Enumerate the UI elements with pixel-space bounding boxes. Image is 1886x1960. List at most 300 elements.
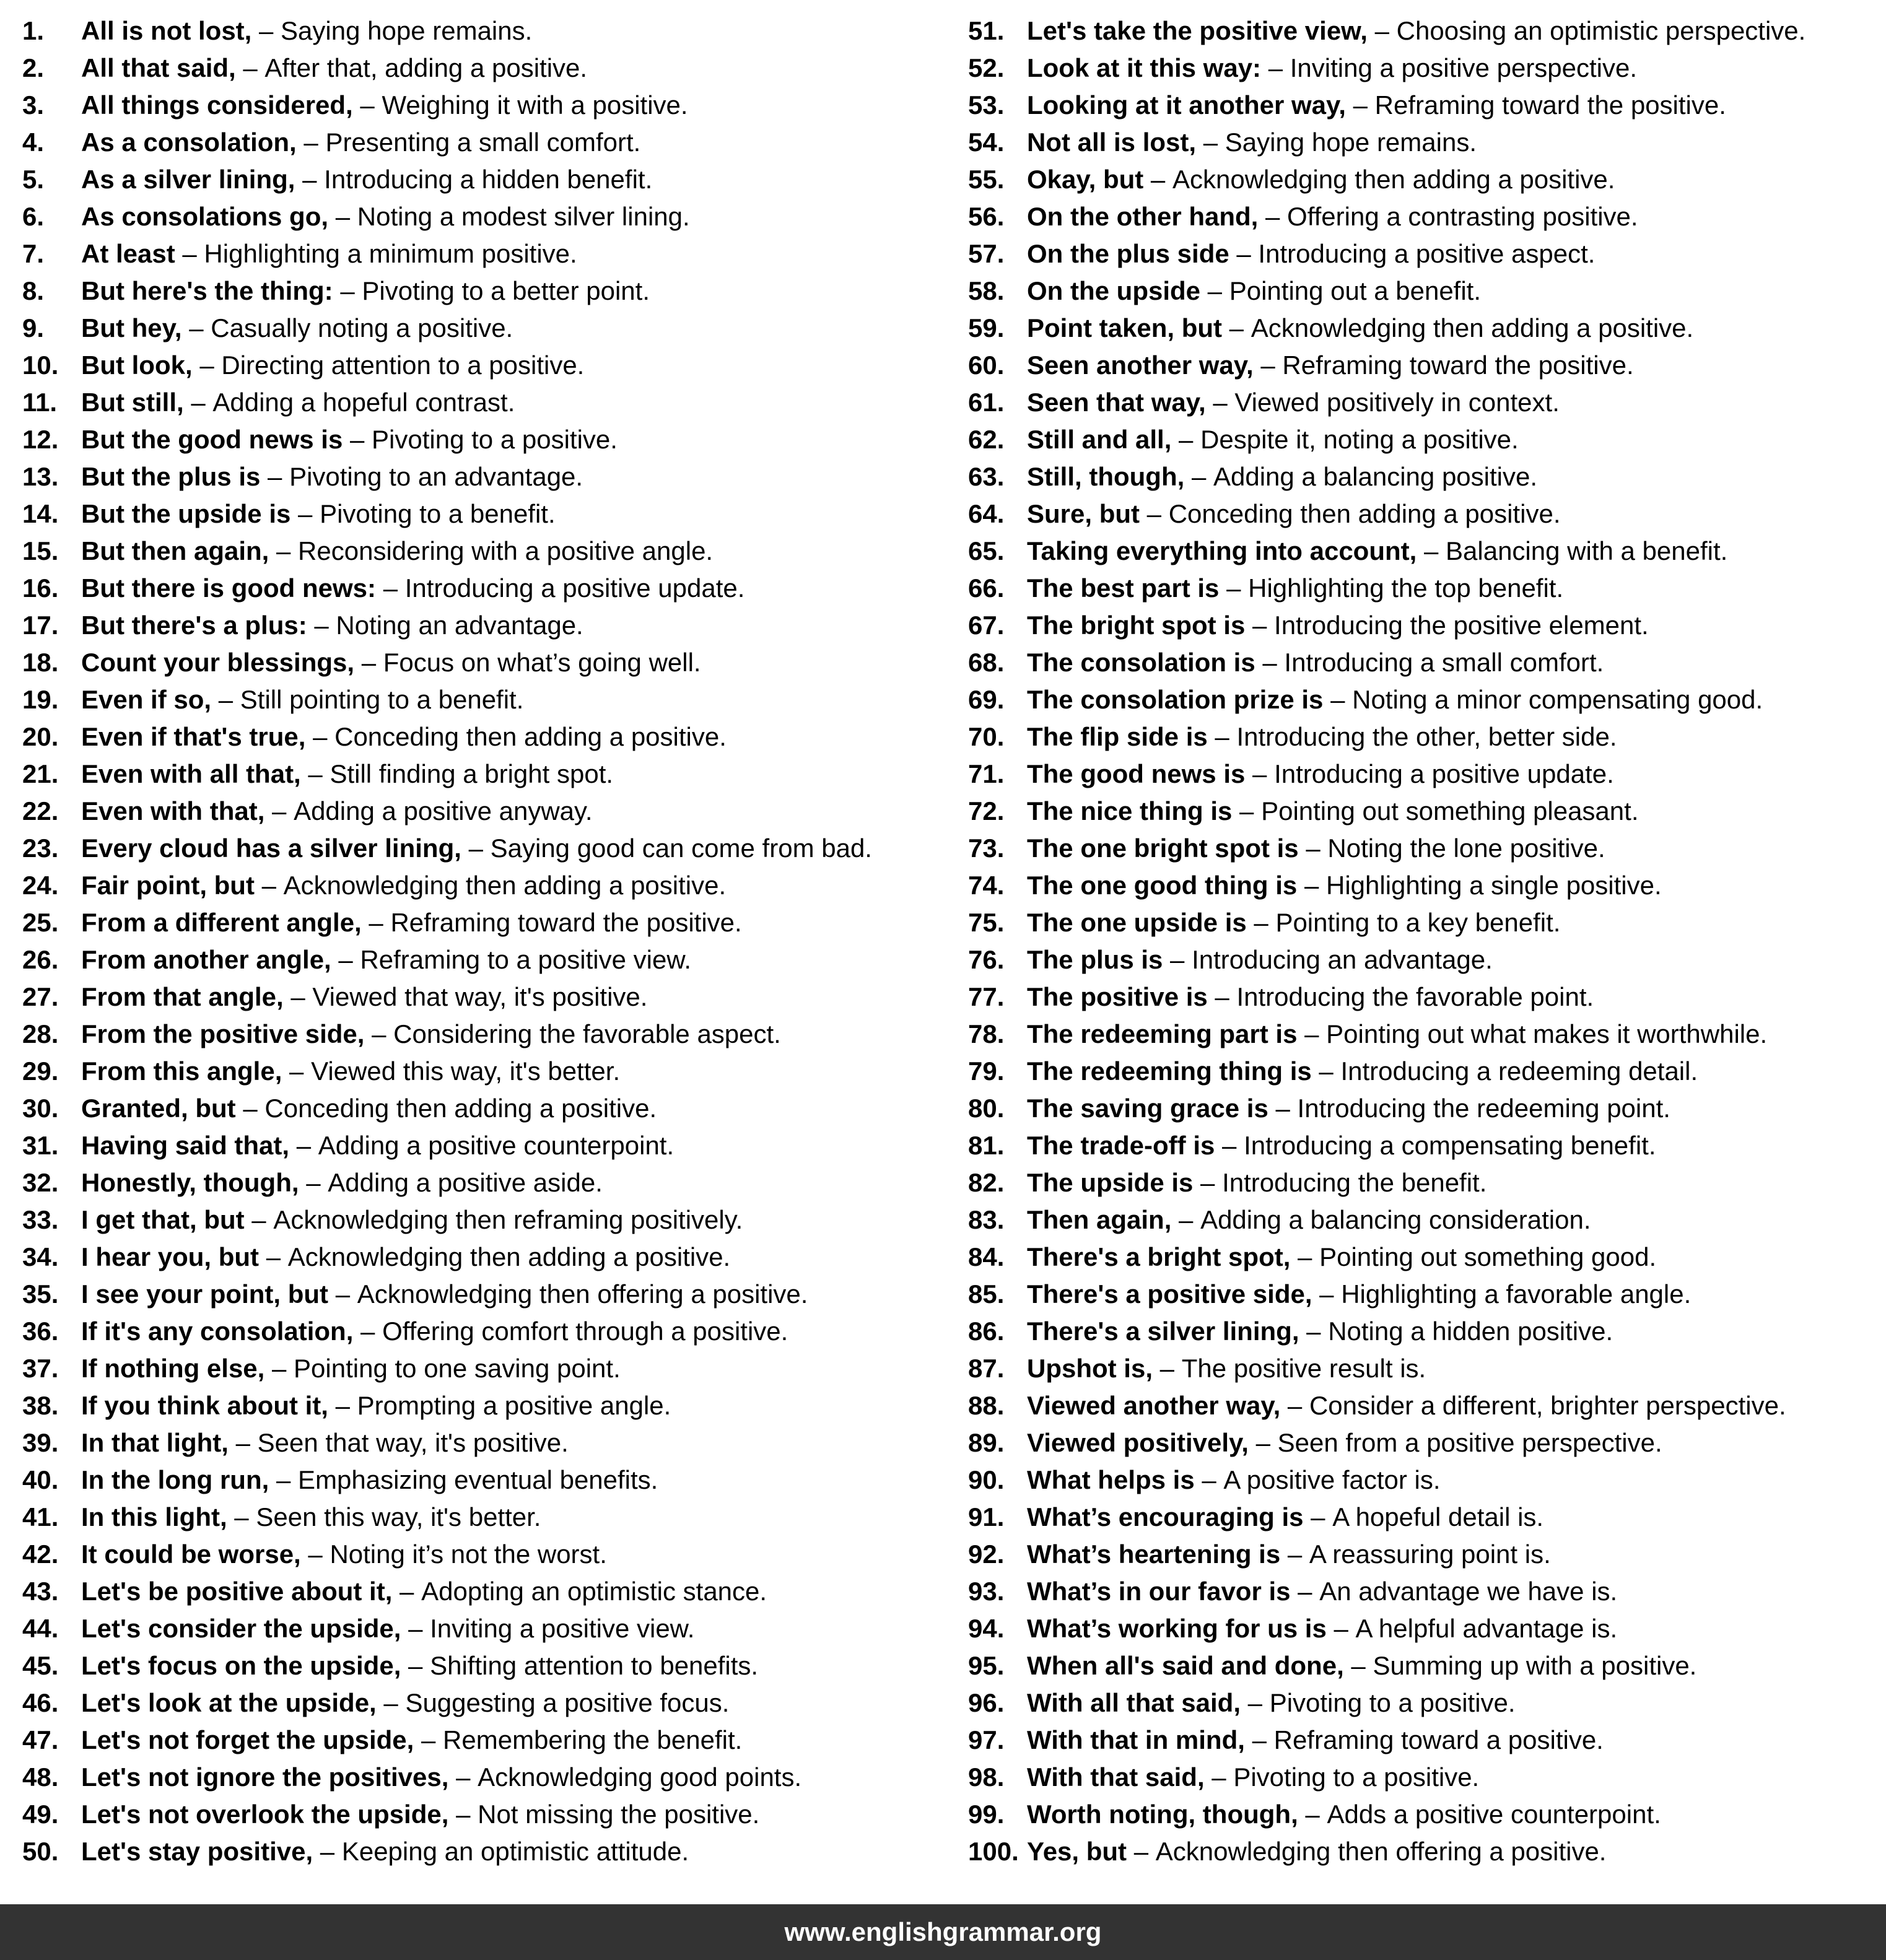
item-number: 24. [22, 871, 59, 900]
item-description: Noting the lone positive. [1327, 834, 1605, 863]
item-number: 48. [22, 1762, 59, 1792]
list-item [22, 272, 964, 310]
item-separator: – [269, 536, 299, 565]
item-description: Offering a contrasting positive. [1287, 202, 1638, 231]
item-description: Balancing with a benefit. [1446, 536, 1728, 565]
item-number: 34. [22, 1242, 59, 1271]
list-item [968, 161, 1886, 198]
item-description: Prompting a positive angle. [357, 1391, 671, 1420]
item-phrase: I hear you, but [81, 1242, 260, 1271]
list-item [968, 1461, 1886, 1499]
item-separator: – [305, 722, 335, 751]
item-description: Presenting a small comfort. [325, 128, 641, 157]
item-number: 76. [968, 945, 1005, 974]
phrase-list [0, 12, 1886, 1870]
item-number: 6. [22, 202, 45, 231]
item-description: Introducing the redeeming point. [1297, 1094, 1670, 1123]
item-number: 81. [968, 1131, 1005, 1160]
item-phrase: Let's consider the upside, [81, 1614, 401, 1643]
item-description: Summing up with a positive. [1373, 1651, 1697, 1680]
item-separator: – [1219, 573, 1249, 603]
item-number: 66. [968, 573, 1005, 603]
item-number: 33. [22, 1205, 59, 1234]
item-separator: – [1312, 1279, 1342, 1309]
list-item [22, 1722, 964, 1759]
item-separator: – [1298, 834, 1328, 863]
item-phrase: What’s working for us is [1027, 1614, 1327, 1643]
item-separator: – [227, 1502, 256, 1531]
list-item [22, 533, 964, 570]
item-phrase: But the good news is [81, 425, 343, 454]
item-number: 35. [22, 1279, 59, 1309]
list-item [22, 1573, 964, 1610]
list-item [968, 1499, 1886, 1536]
item-separator: – [392, 1577, 422, 1606]
list-item [22, 124, 964, 161]
item-phrase: The best part is [1027, 573, 1220, 603]
item-description: Pointing out what makes it worthwhile. [1326, 1019, 1768, 1048]
item-phrase: In this light, [81, 1502, 227, 1531]
item-phrase: The flip side is [1027, 722, 1208, 751]
item-phrase: When all's said and done, [1027, 1651, 1344, 1680]
item-description: Adding a positive aside. [328, 1168, 603, 1197]
item-number: 93. [968, 1577, 1005, 1606]
item-description: Introducing the favorable point. [1236, 982, 1594, 1011]
list-item [968, 1684, 1886, 1722]
item-separator: – [282, 1056, 312, 1086]
item-number: 47. [22, 1725, 59, 1754]
item-description: Introducing a positive update. [1274, 759, 1614, 788]
item-description: Adding a balancing consideration. [1200, 1205, 1591, 1234]
list-item [22, 1090, 964, 1127]
item-description: Reframing toward the positive. [1282, 351, 1634, 380]
item-separator: – [1205, 388, 1235, 417]
item-separator: – [1194, 1465, 1224, 1494]
item-phrase: In the long run, [81, 1465, 269, 1494]
item-description: Highlighting a minimum positive. [204, 239, 577, 268]
item-number: 68. [968, 648, 1005, 677]
item-description: Adopting an optimistic stance. [421, 1577, 767, 1606]
list-item [22, 50, 964, 87]
list-item [968, 756, 1886, 793]
item-description: Still pointing to a benefit. [240, 685, 524, 714]
item-number: 20. [22, 722, 59, 751]
item-phrase: Let's take the positive view, [1027, 16, 1368, 45]
item-description: Adding a positive anyway. [294, 796, 593, 825]
list-item [968, 867, 1886, 904]
item-phrase: Still and all, [1027, 425, 1172, 454]
item-separator: – [1299, 1317, 1329, 1346]
item-number: 85. [968, 1279, 1005, 1309]
item-description: Keeping an optimistic attitude. [341, 1837, 689, 1866]
list-item [22, 644, 964, 681]
item-separator: – [235, 1094, 265, 1123]
item-phrase: But here's the thing: [81, 276, 333, 305]
item-number: 11. [22, 388, 58, 417]
item-number: 44. [22, 1614, 59, 1643]
list-item [22, 830, 964, 867]
item-separator: – [376, 573, 405, 603]
item-separator: – [333, 276, 362, 305]
footer-bar [0, 1904, 1886, 1960]
item-phrase: Sure, but [1027, 499, 1140, 528]
item-description: Introducing an advantage. [1192, 945, 1493, 974]
item-separator: – [1184, 462, 1213, 491]
list-item [22, 1053, 964, 1090]
list-item [22, 384, 964, 421]
item-description: Seen from a positive perspective. [1277, 1428, 1662, 1457]
item-number: 62. [968, 425, 1005, 454]
list-item [968, 941, 1886, 978]
item-separator: – [1280, 1391, 1309, 1420]
list-item [968, 1610, 1886, 1647]
item-description: Conceding then adding a positive. [1168, 499, 1561, 528]
item-number: 100. [968, 1837, 1019, 1866]
item-description: Pointing out a benefit. [1229, 276, 1482, 305]
item-separator: – [1326, 1614, 1356, 1643]
item-separator: – [228, 1428, 258, 1457]
item-separator: – [1204, 1762, 1234, 1792]
item-phrase: From another angle, [81, 945, 331, 974]
item-separator: – [1163, 945, 1192, 974]
item-description: Adding a hopeful contrast. [212, 388, 515, 417]
item-phrase: What’s heartening is [1027, 1540, 1281, 1569]
item-phrase: The redeeming part is [1027, 1019, 1298, 1048]
item-description: Reframing toward a positive. [1273, 1725, 1604, 1754]
item-description: A helpful advantage is. [1355, 1614, 1618, 1643]
item-description: Saying hope remains. [281, 16, 533, 45]
item-phrase: All that said, [81, 53, 236, 82]
item-description: Pivoting to a positive. [1233, 1762, 1480, 1792]
item-number: 32. [22, 1168, 59, 1197]
list-item [22, 235, 964, 272]
item-phrase: If nothing else, [81, 1354, 265, 1383]
item-description: Introducing a positive update. [404, 573, 745, 603]
item-separator: – [1240, 1688, 1270, 1717]
list-item [22, 1201, 964, 1239]
list-item [968, 1276, 1886, 1313]
list-item [22, 12, 964, 50]
item-phrase: Even if so, [81, 685, 212, 714]
list-item [968, 310, 1886, 347]
list-item [968, 904, 1886, 941]
list-item [22, 1759, 964, 1796]
item-number: 92. [968, 1540, 1005, 1569]
item-number: 15. [22, 536, 59, 565]
item-phrase: Let's be positive about it, [81, 1577, 393, 1606]
item-separator: – [1232, 796, 1262, 825]
item-description: Saying hope remains. [1225, 128, 1477, 157]
item-description: Pointing out something pleasant. [1261, 796, 1639, 825]
item-phrase: The consolation prize is [1027, 685, 1324, 714]
item-number: 22. [22, 796, 59, 825]
item-separator: – [1297, 871, 1326, 900]
list-item [968, 1164, 1886, 1201]
item-description: Pivoting to a positive. [1269, 1688, 1516, 1717]
item-number: 65. [968, 536, 1005, 565]
item-phrase: But hey, [81, 313, 182, 342]
item-description: Shifting attention to benefits. [430, 1651, 759, 1680]
list-item [968, 718, 1886, 756]
list-item [22, 941, 964, 978]
right-column [968, 12, 1886, 1870]
list-item [968, 495, 1886, 533]
item-phrase: I see your point, but [81, 1279, 329, 1309]
item-description: Noting a minor compensating good. [1352, 685, 1763, 714]
item-description: Weighing it with a positive. [382, 90, 688, 120]
item-description: Adding a balancing positive. [1213, 462, 1538, 491]
item-number: 9. [22, 313, 45, 342]
item-description: Not missing the positive. [478, 1800, 760, 1829]
item-phrase: From that angle, [81, 982, 284, 1011]
item-number: 88. [968, 1391, 1005, 1420]
item-description: Saying good can come from bad. [490, 834, 872, 863]
item-separator: – [328, 1391, 357, 1420]
item-number: 87. [968, 1354, 1005, 1383]
item-number: 23. [22, 834, 59, 863]
item-number: 72. [968, 796, 1005, 825]
item-number: 7. [22, 239, 45, 268]
item-number: 77. [968, 982, 1005, 1011]
item-phrase: Even with that, [81, 796, 265, 825]
item-number: 30. [22, 1094, 59, 1123]
list-item [968, 1573, 1886, 1610]
item-separator: – [259, 1242, 288, 1271]
item-phrase: It could be worse, [81, 1540, 301, 1569]
item-number: 73. [968, 834, 1005, 863]
item-separator: – [401, 1651, 430, 1680]
item-separator: – [1245, 759, 1275, 788]
item-separator: – [235, 53, 265, 82]
item-separator: – [461, 834, 491, 863]
item-phrase: The consolation is [1027, 648, 1255, 677]
item-separator: – [1244, 1725, 1274, 1754]
item-separator: – [354, 648, 383, 677]
item-number: 67. [968, 611, 1005, 640]
item-phrase: On the upside [1027, 276, 1201, 305]
list-item [22, 607, 964, 644]
list-item [968, 978, 1886, 1016]
item-separator: – [1255, 648, 1285, 677]
item-phrase: Let's focus on the upside, [81, 1651, 401, 1680]
list-item [22, 1127, 964, 1164]
item-number: 69. [968, 685, 1005, 714]
item-phrase: There's a bright spot, [1027, 1242, 1291, 1271]
item-phrase: If it's any consolation, [81, 1317, 354, 1346]
list-item [968, 830, 1886, 867]
item-description: Directing attention to a positive. [221, 351, 585, 380]
item-number: 55. [968, 165, 1005, 194]
item-number: 75. [968, 908, 1005, 937]
item-phrase: Seen another way, [1027, 351, 1254, 380]
item-description: Highlighting a single positive. [1326, 871, 1662, 900]
list-item [968, 607, 1886, 644]
item-description: Conceding then adding a positive. [334, 722, 727, 751]
item-number: 4. [22, 128, 45, 157]
item-description: Reconsidering with a positive angle. [298, 536, 714, 565]
item-number: 25. [22, 908, 59, 937]
item-phrase: From this angle, [81, 1056, 282, 1086]
item-description: Acknowledging then offering a positive. [1155, 1837, 1607, 1866]
item-separator: – [1298, 1800, 1327, 1829]
item-separator: – [1268, 1094, 1298, 1123]
item-separator: – [364, 1019, 394, 1048]
item-phrase: Then again, [1027, 1205, 1172, 1234]
item-description: Inviting a positive perspective. [1290, 53, 1638, 82]
item-number: 58. [968, 276, 1005, 305]
item-separator: – [183, 388, 213, 417]
item-description: Acknowledging then adding a positive. [283, 871, 727, 900]
item-description: Viewed this way, it's better. [311, 1056, 621, 1086]
item-number: 29. [22, 1056, 59, 1086]
item-description: Viewed positively in context. [1234, 388, 1560, 417]
list-item [22, 1833, 964, 1870]
item-number: 17. [22, 611, 59, 640]
item-description: Focus on what’s going well. [383, 648, 701, 677]
item-separator: – [1143, 165, 1172, 194]
item-separator: – [328, 202, 357, 231]
item-description: Introducing the benefit. [1222, 1168, 1487, 1197]
item-separator: – [1290, 1242, 1320, 1271]
item-number: 74. [968, 871, 1005, 900]
item-separator: – [300, 1540, 330, 1569]
item-separator: – [289, 1131, 318, 1160]
list-item [968, 644, 1886, 681]
item-description: Still finding a bright spot. [330, 759, 614, 788]
item-separator: – [251, 16, 281, 45]
item-number: 99. [968, 1800, 1005, 1829]
item-description: Noting a hidden positive. [1328, 1317, 1613, 1346]
list-item [22, 347, 964, 384]
item-number: 50. [22, 1837, 59, 1866]
item-separator: – [1303, 1502, 1333, 1531]
footer-url[interactable]: www.englishgrammar.org [784, 1917, 1102, 1946]
item-separator: – [1193, 1168, 1223, 1197]
list-item [22, 1796, 964, 1833]
item-separator: – [1229, 239, 1259, 268]
list-item [22, 793, 964, 830]
list-item [968, 1722, 1886, 1759]
item-number: 27. [22, 982, 59, 1011]
item-number: 39. [22, 1428, 59, 1457]
item-phrase: Honestly, though, [81, 1168, 299, 1197]
item-description: Seen that way, it's positive. [257, 1428, 569, 1457]
item-phrase: Even if that's true, [81, 722, 306, 751]
item-number: 10. [22, 351, 59, 380]
list-item [22, 1610, 964, 1647]
item-separator: – [448, 1762, 478, 1792]
item-number: 12. [22, 425, 59, 454]
list-item [968, 1016, 1886, 1053]
item-description: Reframing to a positive view. [360, 945, 691, 974]
item-number: 96. [968, 1688, 1005, 1717]
item-number: 89. [968, 1428, 1005, 1457]
item-separator: – [264, 796, 294, 825]
list-item [22, 1239, 964, 1276]
item-phrase: With that said, [1027, 1762, 1205, 1792]
list-item [968, 1127, 1886, 1164]
item-description: Inviting a positive view. [430, 1614, 695, 1643]
item-number: 21. [22, 759, 59, 788]
list-item [22, 1499, 964, 1536]
item-separator: – [1215, 1131, 1244, 1160]
item-description: Introducing a hidden benefit. [324, 165, 653, 194]
item-description: Pivoting to a better point. [362, 276, 650, 305]
item-description: Conceding then adding a positive. [264, 1094, 657, 1123]
item-description: Introducing the positive element. [1274, 611, 1649, 640]
item-phrase: As consolations go, [81, 202, 329, 231]
item-phrase: But the upside is [81, 499, 291, 528]
list-item [968, 1239, 1886, 1276]
item-phrase: Looking at it another way, [1027, 90, 1346, 120]
item-separator: – [1261, 53, 1290, 82]
list-item [22, 867, 964, 904]
item-separator: – [175, 239, 204, 268]
list-item [968, 50, 1886, 87]
list-item [968, 1090, 1886, 1127]
item-separator: – [211, 685, 240, 714]
item-phrase: The positive is [1027, 982, 1208, 1011]
item-separator: – [1258, 202, 1288, 231]
item-separator: – [192, 351, 222, 380]
item-number: 2. [22, 53, 45, 82]
item-separator: – [1253, 351, 1283, 380]
item-separator: – [1207, 982, 1237, 1011]
list-item [968, 198, 1886, 235]
item-phrase: What’s encouraging is [1027, 1502, 1304, 1531]
item-phrase: Okay, but [1027, 165, 1144, 194]
item-separator: – [1207, 722, 1237, 751]
item-description: Highlighting the top benefit. [1248, 573, 1564, 603]
list-item [22, 1424, 964, 1461]
item-description: Introducing a compensating benefit. [1244, 1131, 1656, 1160]
item-phrase: Viewed positively, [1027, 1428, 1249, 1457]
item-description: The positive result is. [1181, 1354, 1426, 1383]
item-number: 86. [968, 1317, 1005, 1346]
item-phrase: There's a silver lining, [1027, 1317, 1299, 1346]
item-description: Adds a positive counterpoint. [1327, 1800, 1661, 1829]
item-description: Remembering the benefit. [443, 1725, 743, 1754]
item-separator: – [414, 1725, 443, 1754]
item-number: 45. [22, 1651, 59, 1680]
item-description: Acknowledging then offering a positive. [357, 1279, 808, 1309]
item-separator: – [1280, 1540, 1309, 1569]
list-item [968, 1833, 1886, 1870]
item-phrase: Taking everything into account, [1027, 536, 1417, 565]
item-description: Reframing toward the positive. [390, 908, 742, 937]
item-description: Noting it’s not the worst. [330, 1540, 607, 1569]
list-item [968, 235, 1886, 272]
list-item [22, 1536, 964, 1573]
list-item [22, 1387, 964, 1424]
item-description: Introducing a small comfort. [1284, 648, 1604, 677]
list-item [22, 421, 964, 458]
list-item [968, 681, 1886, 718]
item-phrase: Granted, but [81, 1094, 236, 1123]
item-description: Pointing to a key benefit. [1275, 908, 1561, 937]
item-description: Noting a modest silver lining. [357, 202, 690, 231]
list-item [22, 718, 964, 756]
list-item [968, 1201, 1886, 1239]
item-number: 13. [22, 462, 59, 491]
item-separator: – [300, 759, 330, 788]
list-item [22, 1684, 964, 1722]
item-separator: – [1367, 16, 1397, 45]
item-description: Despite it, noting a positive. [1200, 425, 1519, 454]
item-separator: – [1345, 90, 1375, 120]
item-phrase: The one upside is [1027, 908, 1247, 937]
item-number: 36. [22, 1317, 59, 1346]
